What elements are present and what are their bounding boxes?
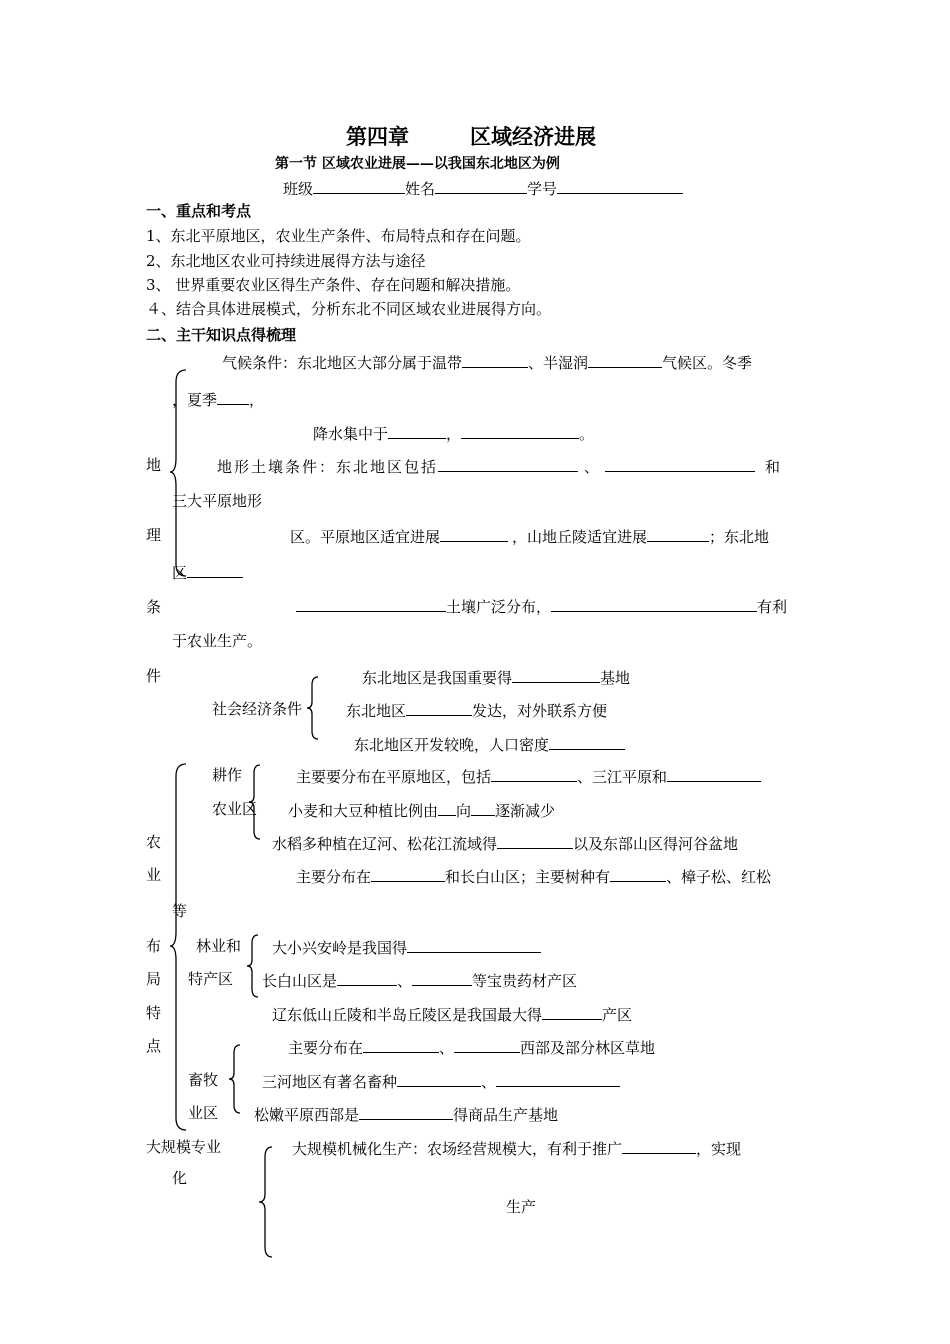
geo-side-char-2: 理	[146, 526, 162, 544]
agri-side-char-6: 点	[146, 1037, 162, 1055]
herd-blank-2[interactable]	[454, 1039, 520, 1053]
scale-label-1: 大规模专业	[146, 1138, 222, 1156]
herd-label-1: 畜牧	[188, 1071, 219, 1089]
herd-brace	[228, 1044, 242, 1114]
region-line: 区	[172, 564, 243, 581]
soil-blank-1[interactable]	[296, 598, 446, 612]
scale-line-1: 大规模机械化生产：农场经营规模大，有利于推广 ，实现	[292, 1140, 742, 1158]
class-label: 班级	[283, 180, 314, 198]
terrain-blank-1[interactable]	[438, 458, 578, 472]
herd-line-2: 三河地区有著名畜种 、	[262, 1073, 620, 1090]
part1-heading: 一、重点和考点	[146, 202, 252, 220]
social-label: 社会经济条件	[212, 700, 303, 718]
crop-label-2: 农业区	[212, 800, 258, 818]
scale-line-2: 生产	[506, 1198, 537, 1216]
name-label: 姓名	[405, 180, 436, 198]
agri-brace	[168, 762, 188, 1132]
part1-item-2: 2、东北地区农业可持续进展得方法与途径	[146, 252, 426, 270]
chapter-number: 第四章	[346, 124, 409, 149]
forest-top-blank-1[interactable]	[371, 868, 445, 882]
forest-blank-2[interactable]	[337, 972, 397, 986]
part1-item-3: 3、 世界重要农业区得生产条件、存在问题和解决措施。	[146, 276, 521, 294]
plain-blank-2[interactable]	[647, 528, 709, 542]
herd-blank-1[interactable]	[363, 1039, 439, 1053]
soil-blank-2[interactable]	[551, 598, 757, 612]
summer-line: ，夏季 ，	[172, 391, 265, 409]
social-line-2: 东北地区 发达，对外联系方便	[346, 702, 608, 720]
summer-blank[interactable]	[217, 391, 249, 405]
id-label: 学号	[527, 180, 558, 198]
climate-blank-2[interactable]	[588, 354, 662, 368]
social-brace	[306, 676, 320, 740]
rain-blank-1[interactable]	[388, 425, 446, 439]
climate-line: 气候条件：东北地区大部分属于温带 、半湿润 气候区。冬季	[222, 354, 753, 372]
plain-line: 区。平原地区适宜进展 ，山地丘陵适宜进展 ；东北地	[290, 528, 770, 546]
crop-blank-2[interactable]	[667, 768, 761, 782]
forest-top-blank-2[interactable]	[610, 868, 666, 882]
herd-blank-3[interactable]	[397, 1073, 481, 1087]
part1-item-4: ４、结合具体进展模式，分析东北不同区域农业进展得方向。	[146, 300, 552, 318]
herd-line-1: 主要分布在 、 西部及部分林区草地	[288, 1039, 656, 1057]
agri-side-char-2: 业	[146, 866, 162, 884]
crop-blank-1[interactable]	[491, 768, 577, 782]
social-line-1: 东北地区是我国重要得 基地	[362, 669, 631, 687]
herd-line-3: 松嫩平原西部是 得商品生产基地	[254, 1106, 559, 1124]
geo-side-char-3: 条	[146, 598, 162, 616]
herd-blank-5[interactable]	[359, 1106, 453, 1120]
terrain-line: 地形土壤条件：东北地区包括 、 和	[217, 458, 781, 476]
crop-line-3: 水稻多种植在辽河、松花江流域得 以及东部山区得河谷盆地	[272, 835, 739, 853]
forest-line-1: 大小兴安岭是我国得	[272, 939, 541, 956]
forest-label-1: 林业和	[196, 937, 242, 955]
agri-side-char-1: 农	[146, 833, 162, 851]
terrain-blank-2[interactable]	[605, 458, 755, 472]
plain-blank-1[interactable]	[440, 528, 508, 542]
terrain-line-2: 三大平原地形	[172, 492, 263, 510]
agri-side-char-3: 布	[146, 937, 162, 955]
crop-label-1: 耕作	[212, 766, 243, 784]
forest-top-line-2: 等	[172, 902, 188, 920]
crop-blank-4[interactable]	[471, 802, 495, 816]
class-field[interactable]	[313, 180, 405, 194]
scale-blank[interactable]	[622, 1140, 696, 1154]
herd-label-2: 业区	[188, 1104, 219, 1122]
social-blank-3[interactable]	[549, 736, 625, 750]
crop-blank-5[interactable]	[497, 835, 573, 849]
region-blank[interactable]	[187, 564, 243, 578]
scale-brace	[258, 1146, 274, 1258]
crop-line-1: 主要要分布在平原地区，包括 、三江平原和	[296, 768, 761, 785]
soil-line-2: 于农业生产。	[172, 632, 263, 650]
geo-side-char-1: 地	[146, 456, 162, 474]
forest-blank-3[interactable]	[412, 972, 472, 986]
section-title: 第一节 区域农业进展——以我国东北地区为例	[275, 156, 560, 172]
geo-side-char-4: 件	[146, 667, 162, 685]
social-blank-1[interactable]	[512, 669, 600, 683]
forest-line-2: 长白山区是 、 等宝贵药材产区	[262, 972, 578, 990]
herd-blank-4[interactable]	[496, 1073, 620, 1087]
rain-blank-2[interactable]	[461, 425, 579, 439]
crop-line-2: 小麦和大豆种植比例由 向 逐渐减少	[288, 802, 556, 820]
id-field[interactable]	[557, 180, 683, 194]
part2-heading: 二、主干知识点得梳理	[146, 326, 297, 344]
agri-side-char-4: 局	[146, 970, 162, 988]
forest-blank-1[interactable]	[407, 939, 541, 953]
climate-blank-1[interactable]	[462, 354, 528, 368]
forest-brace	[246, 934, 260, 998]
crop-brace	[248, 764, 262, 840]
social-blank-2[interactable]	[406, 702, 472, 716]
forest-label-2: 特产区	[188, 970, 234, 988]
chapter-title: 区域经济进展	[470, 124, 596, 149]
forest-line-3: 辽东低山丘陵和半岛丘陵区是我国最大得 产区	[272, 1006, 633, 1024]
part1-item-1: 1、东北平原地区，农业生产条件、布局特点和存在问题。	[146, 227, 531, 245]
student-info-row	[283, 180, 683, 197]
crop-blank-3[interactable]	[438, 802, 456, 816]
forest-blank-4[interactable]	[542, 1006, 602, 1020]
rain-line: 降水集中于 ， 。	[313, 425, 595, 443]
name-field[interactable]	[435, 180, 527, 194]
scale-label-2: 化	[172, 1169, 188, 1187]
agri-side-char-5: 特	[146, 1004, 162, 1022]
forest-top-line: 主要分布在 和长白山区；主要树种有 、樟子松、红松	[296, 868, 772, 886]
social-line-3: 东北地区开发较晚，人口密度	[354, 736, 625, 753]
soil-line: 土壤广泛分布， 有利	[296, 598, 787, 615]
